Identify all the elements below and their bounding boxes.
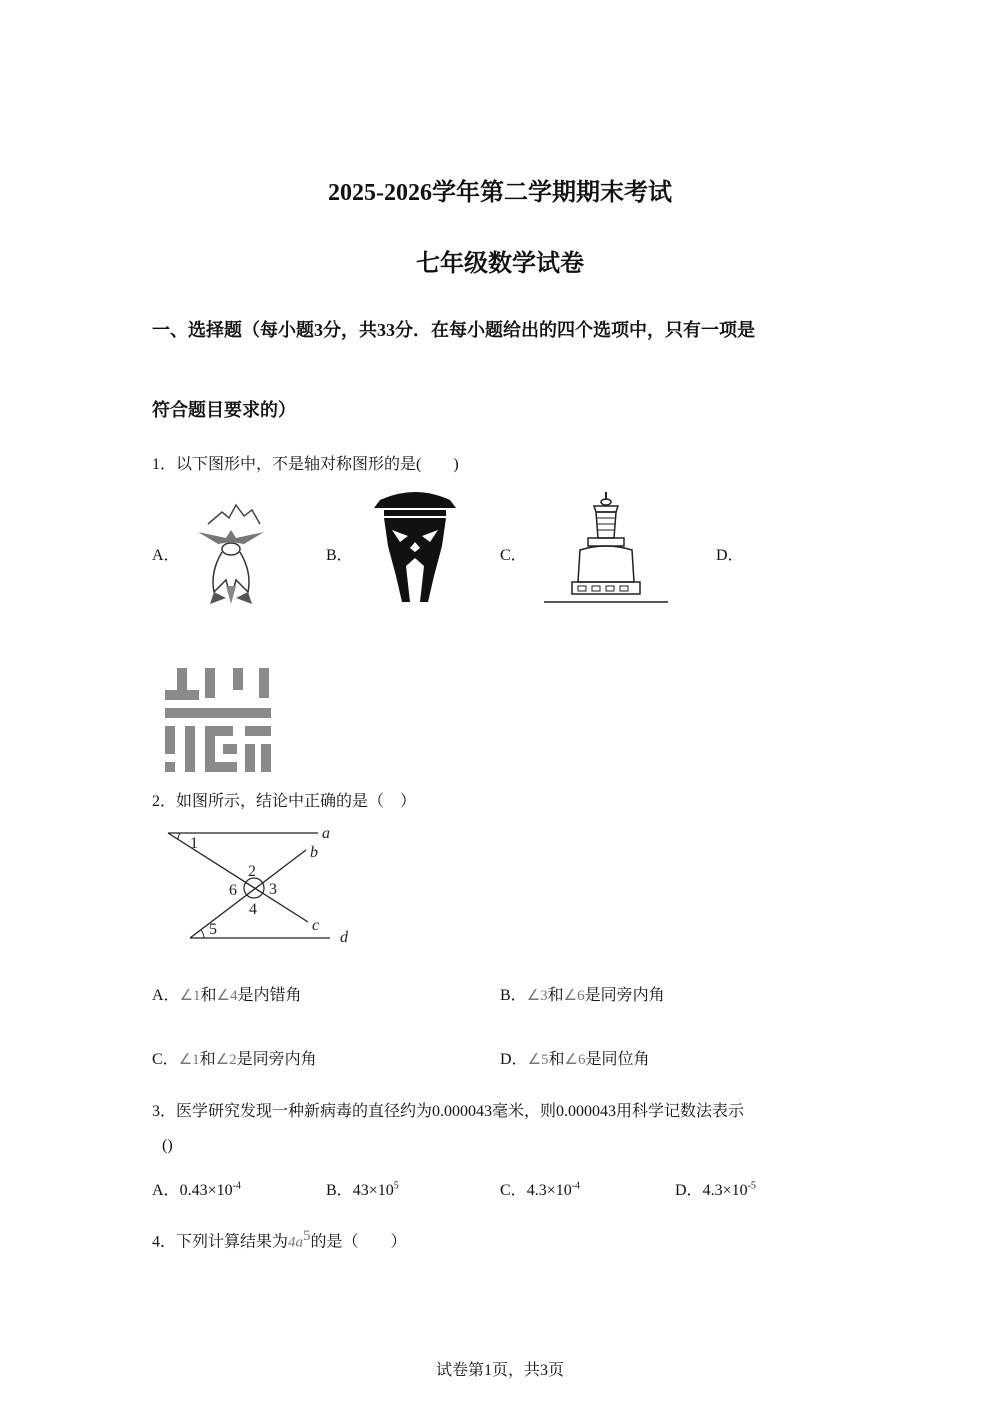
q2-option-a[interactable]: A．∠1和∠4是内错角 [152, 987, 302, 1004]
q1-figure-b-opera-mask-icon [370, 486, 460, 602]
q1-figure-a-crane-icon [196, 502, 266, 606]
q2-angle-2: 2 [248, 863, 256, 880]
question-3-stem: 3．医学研究发现一种新病毒的直径约为0.000043毫米，则0.000043用科学记数法表示 [152, 1103, 745, 1120]
q2-label-a: a [322, 825, 330, 842]
q2-option-d[interactable]: D．∠5和∠6是同位角 [500, 1051, 650, 1068]
q2-option-c[interactable]: C．∠1和∠2是同旁内角 [152, 1051, 317, 1068]
page-footer: 试卷第1页，共3页 [435, 1362, 564, 1379]
q2-angle-1: 1 [190, 835, 198, 852]
section-heading-line1: 一、选择题（每小题3分，共33分．在每小题给出的四个选项中，只有一项是 [152, 320, 755, 340]
question-1-stem: 1．以下图形中，不是轴对称图形的是( ) [152, 456, 459, 473]
q2-angle-5: 5 [209, 921, 217, 938]
q1-figure-c-pagoda-icon [542, 490, 670, 606]
q2-label-d: d [340, 929, 348, 946]
q3-option-c[interactable]: C．$4.3\times 10^{-4}$ [500, 1180, 581, 1199]
q1-option-c-label: C． [500, 547, 527, 564]
question-2-stem: 2．如图所示，结论中正确的是（ ） [152, 793, 417, 810]
exam-subtitle: 七年级数学试卷 [416, 251, 584, 277]
question-4-stem: 4．下列计算结果为$4a^5$的是（ ） [152, 1228, 407, 1251]
q3-option-d[interactable]: D．$4.3\times 10^{-5}$ [675, 1180, 756, 1199]
q2-angle-3: 3 [269, 881, 277, 898]
q3-option-b[interactable]: B．$43\times 10^5$ [326, 1180, 399, 1199]
q1-option-b-label: B． [326, 547, 353, 564]
q2-angle-4: 4 [249, 901, 257, 918]
q1-option-d-label: D． [716, 547, 744, 564]
q1-figure-d-pattern-icon [165, 668, 273, 772]
q2-label-c: c [312, 917, 320, 934]
q1-option-a-label: A． [152, 547, 180, 564]
question-3-paren: () [162, 1137, 173, 1154]
section-heading-line2: 符合题目要求的） [152, 400, 296, 420]
q2-option-b[interactable]: B．∠3和∠6是同旁内角 [500, 987, 665, 1004]
q2-figure-parallel-lines-diagram [158, 820, 358, 948]
exam-title: 2025-2026学年第二学期期末考试 [328, 180, 672, 206]
q2-label-b: b [310, 844, 318, 861]
q2-angle-6: 6 [229, 882, 237, 899]
q3-option-a[interactable]: A．$0.43\times 10^{-4}$ [152, 1180, 241, 1199]
